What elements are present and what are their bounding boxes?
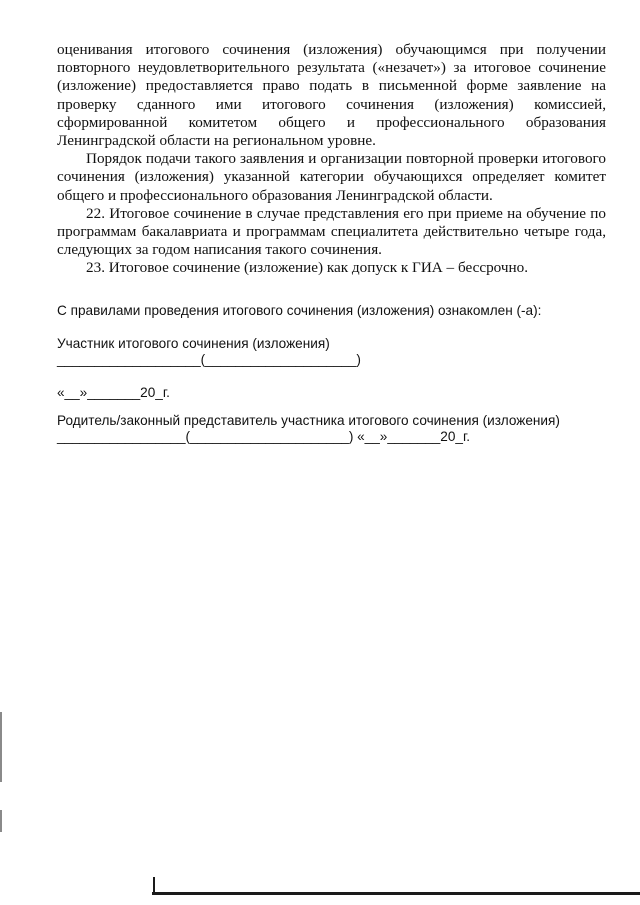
parent-label: Родитель/законный представитель участника итогового сочинения (изложения) xyxy=(57,413,560,428)
scan-edge-mark xyxy=(0,810,2,832)
document-body xyxy=(57,41,606,278)
paragraph-item-22: 22. Итоговое сочинение в случае представления его при приеме на обучение по программам бакалавриата и программам специалитета действительно четыре года, следующих за годом написания такого сочинения. xyxy=(57,204,606,259)
scan-bottom-edge xyxy=(152,892,640,895)
participant-label: Участник итогового сочинения (изложения) xyxy=(57,336,330,351)
paragraph-appeal-procedure: Порядок подачи такого заявления и организации повторной проверки итогового сочинения (изложения) указанной категории обучающихся определяет комитет общего и профессионального образования Ленинградской области. xyxy=(57,150,606,204)
scan-edge-mark xyxy=(0,712,2,782)
parent-signature-date-line: _________________(_____________________) «__»_______20_г. xyxy=(57,429,471,444)
participant-signature-line: ___________________(____________________) xyxy=(57,352,361,367)
paragraph-item-23: 23. Итоговое сочинение (изложение) как допуск к ГИА – бессрочно. xyxy=(86,259,529,277)
scan-corner-mark xyxy=(153,877,155,893)
acknowledgement-line: С правилами проведения итогового сочинения (изложения) ознакомлен (-а): xyxy=(57,303,542,318)
paragraph-appeal-right: оценивания итогового сочинения (изложения) обучающимся при получении повторного неудовлетворительного результата («незачет») за итоговое сочинение (изложение) предоставляется право подать в письменной форме заявление на проверку сданного ими итогового сочинения (изложения) комиссией, сформированной комитетом общего и профессионального образования Ленинградской области на региональном уровне. xyxy=(57,41,606,150)
participant-date-line: «__»_______20_г. xyxy=(57,385,170,400)
